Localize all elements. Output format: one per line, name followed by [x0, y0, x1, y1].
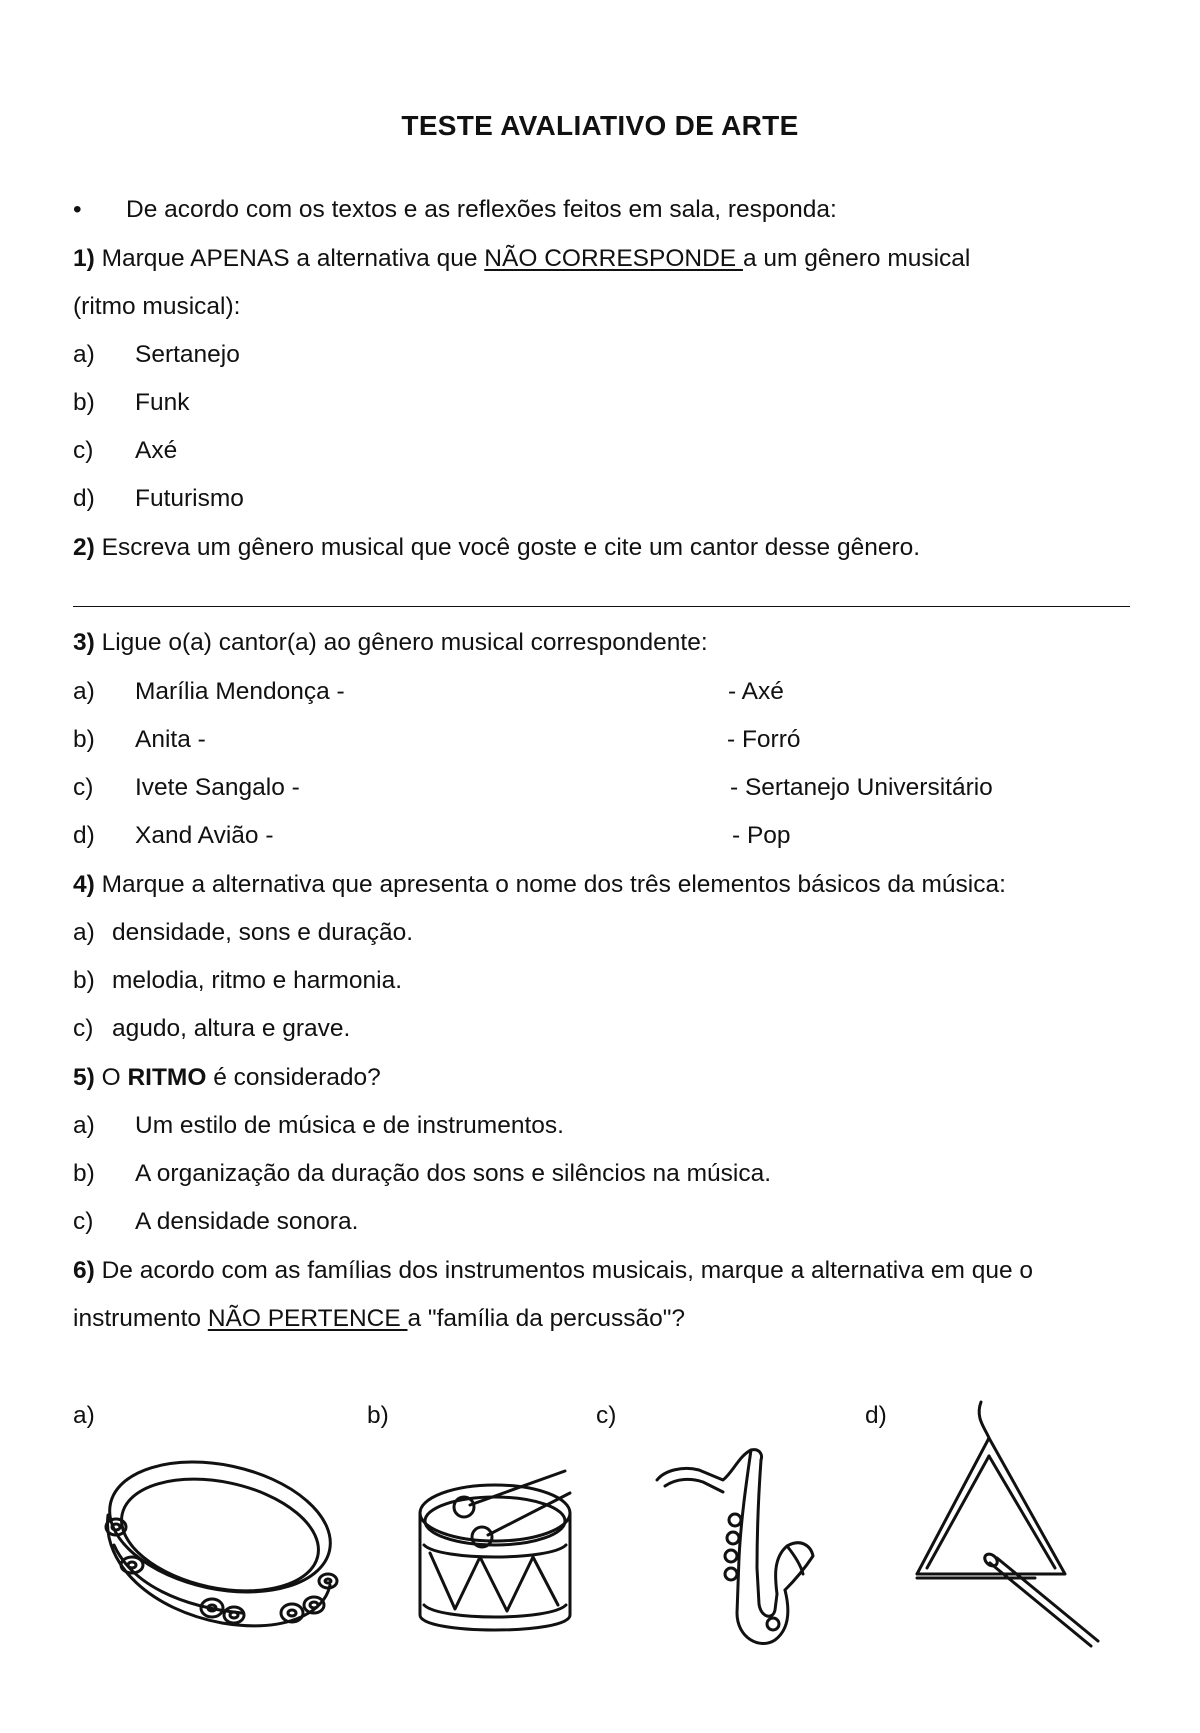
- option-label: c): [73, 1208, 94, 1235]
- question-6: [73, 1256, 1033, 1286]
- option-text: agudo, altura e grave.: [112, 1015, 351, 1042]
- question-2: [73, 533, 920, 563]
- option-text: Axé: [135, 437, 178, 464]
- question-text: Ligue o(a) cantor(a) ao gênero musical correspondente:: [94, 629, 708, 656]
- option-text: Futurismo: [135, 485, 244, 512]
- option-text: densidade, sons e duração.: [112, 919, 414, 946]
- drum-icon: [410, 1465, 580, 1650]
- question-1: [73, 244, 970, 274]
- question-1-continuation: (ritmo musical):: [73, 293, 241, 320]
- option-text: Sertanejo: [135, 341, 240, 368]
- picture-label-a: a): [73, 1402, 95, 1429]
- question-text: Marque APENAS a alternativa que: [94, 245, 485, 272]
- genre-name: - Axé: [728, 678, 784, 705]
- question-3: [73, 628, 708, 658]
- singer-name: Anita -: [135, 726, 206, 753]
- option-label: b): [73, 967, 95, 994]
- option-label: c): [73, 774, 94, 801]
- option-label: b): [73, 726, 95, 753]
- question-text: Escreva um gênero musical que você goste e cite um cantor desse gênero.: [94, 534, 921, 561]
- saxophone-icon: [655, 1428, 815, 1660]
- question-number: 5): [73, 1064, 95, 1091]
- bullet: •: [73, 196, 82, 223]
- picture-label-d: d): [865, 1402, 887, 1429]
- singer-name: Marília Mendonça -: [135, 678, 345, 705]
- question-number: 3): [73, 629, 95, 656]
- option-label: a): [73, 341, 95, 368]
- genre-name: - Pop: [732, 822, 791, 849]
- option-text: Um estilo de música e de instrumentos.: [135, 1112, 564, 1139]
- question-number: 4): [73, 871, 95, 898]
- answer-line[interactable]: [73, 606, 1130, 607]
- question-4: [73, 870, 1006, 900]
- option-label: d): [73, 485, 95, 512]
- option-text: melodia, ritmo e harmonia.: [112, 967, 403, 994]
- option-text: A organização da duração dos sons e silêncios na música.: [135, 1160, 772, 1187]
- question-text: De acordo com as famílias dos instrumentos musicais, marque a alternativa em que o: [94, 1257, 1034, 1284]
- option-text: Funk: [135, 389, 190, 416]
- option-text: A densidade sonora.: [135, 1208, 359, 1235]
- tambourine-icon: [92, 1445, 342, 1645]
- question-number: 6): [73, 1257, 95, 1284]
- page-title: TESTE AVALIATIVO DE ARTE: [401, 110, 799, 141]
- question-text-end: é considerado?: [206, 1064, 381, 1091]
- question-text-end: a um gênero musical: [742, 245, 971, 272]
- singer-name: Ivete Sangalo -: [135, 774, 300, 801]
- option-label: c): [73, 437, 94, 464]
- triangle-icon: [905, 1398, 1105, 1660]
- question-text: O: [94, 1064, 128, 1091]
- option-label: c): [73, 1015, 94, 1042]
- question-text: Marque a alternativa que apresenta o nome dos três elementos básicos da música:: [94, 871, 1006, 898]
- picture-label-b: b): [367, 1402, 389, 1429]
- genre-name: - Sertanejo Universitário: [730, 774, 993, 801]
- option-label: a): [73, 1112, 95, 1139]
- question-6-continuation: [73, 1304, 685, 1334]
- option-label: b): [73, 1160, 95, 1187]
- bold-term: RITMO: [127, 1064, 207, 1091]
- question-number: 2): [73, 534, 95, 561]
- singer-name: Xand Avião -: [135, 822, 274, 849]
- intro-text: De acordo com os textos e as reflexões feitos em sala, responda:: [126, 196, 837, 223]
- option-label: b): [73, 389, 95, 416]
- question-5: [73, 1063, 381, 1093]
- question-number: 1): [73, 245, 95, 272]
- underlined-text: NÃO PERTENCE: [207, 1305, 408, 1332]
- underlined-text: NÃO CORRESPONDE: [484, 245, 743, 272]
- option-label: a): [73, 919, 95, 946]
- option-label: a): [73, 678, 95, 705]
- question-text-end: a "família da percussão"?: [407, 1305, 686, 1332]
- question-text: instrumento: [73, 1305, 208, 1332]
- option-label: d): [73, 822, 95, 849]
- genre-name: - Forró: [727, 726, 801, 753]
- picture-label-c: c): [596, 1402, 617, 1429]
